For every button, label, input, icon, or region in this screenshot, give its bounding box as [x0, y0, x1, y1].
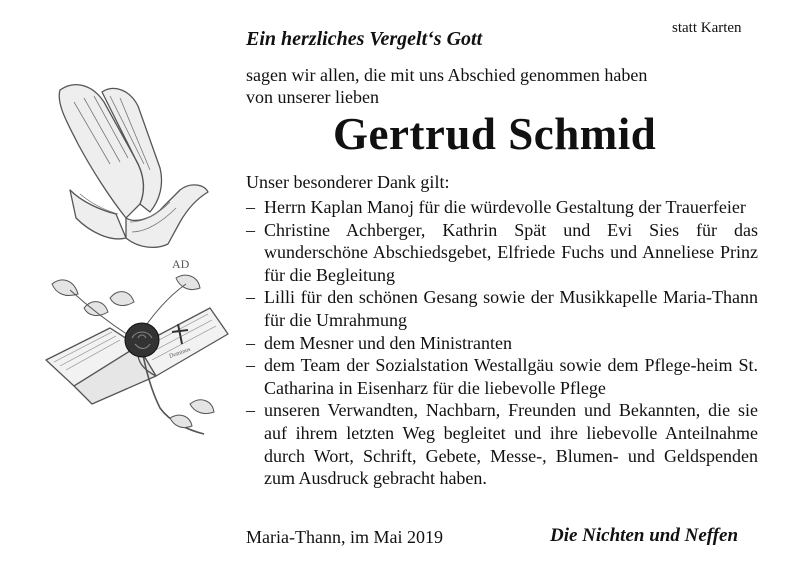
thanks-heading: Ein herzliches Vergelt‘s Gott — [246, 28, 483, 50]
statt-karten-note: statt Karten — [672, 20, 742, 36]
book-page-text: Dominus — [168, 346, 192, 360]
signature: Die Nichten und Neffen — [550, 525, 739, 546]
list-item: – Herrn Kaplan Manoj für die würdevolle Gestaltung der Trauerfeier — [246, 196, 758, 219]
intro-line-1: sagen wir allen, die mit uns Abschied genommen haben — [246, 65, 648, 85]
praying-hands-icon — [40, 72, 210, 272]
list-item: – Lilli für den schönen Gesang sowie der Musikkapelle Maria-Thann für die Umrahmung — [246, 286, 758, 331]
bible-rose-icon — [40, 268, 230, 438]
place-date: Maria-Thann, im Mai 2019 — [246, 527, 443, 547]
list-item: – unseren Verwandten, Nachbarn, Freunden und Bekannten, die sie auf ihrem letzten Weg begleitet und ihre liebevolle Anteilnahme durch Wort, Schrift, Gebete, Messe-, Blumen- und Geldspenden zum Ausdruck gebracht haben. — [246, 399, 758, 489]
list-item: – Christine Achberger, Kathrin Spät und Evi Sies für das wunderschöne Abschiedsgebet, Elfriede Fuchs und Anneliese Prinz für die Begleitung — [246, 219, 758, 287]
intro-line-2: von unserer lieben — [246, 87, 379, 107]
deceased-name: Gertrud Schmid — [333, 109, 657, 159]
list-item: – dem Mesner und den Ministranten — [246, 332, 758, 355]
list-item: – dem Team der Sozialstation Westallgäu sowie dem Pflege-heim St. Catharina in Eisenharz für die liebevolle Pflege — [246, 354, 758, 399]
albrecht-durer-monogram: AD — [172, 257, 190, 271]
thanks-list — [246, 196, 758, 490]
thanks-intro: Unser besonderer Dank gilt: — [246, 172, 450, 192]
